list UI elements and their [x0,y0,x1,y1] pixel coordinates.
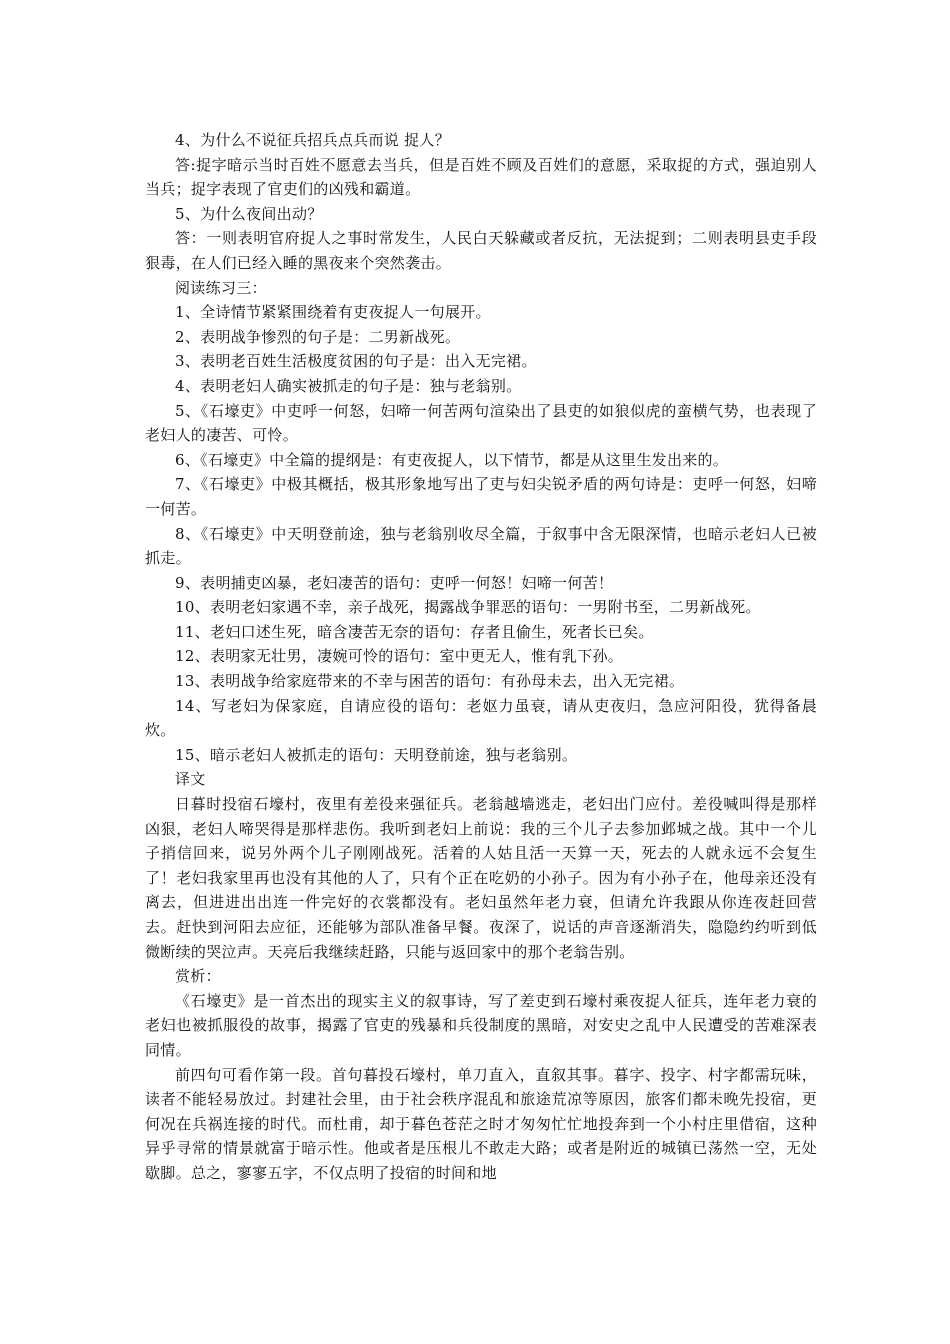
document-page [145,128,817,1186]
answer-5: 答：一则表明官府捉人之事时常发生，人民白天躲藏或者反抗，无法捉到；二则表明县吏手段狠毒，在人们已经入睡的黑夜来个突然袭击。 [145,229,817,272]
exercise-item: 11、老妇口述生死，暗含凄苦无奈的语句：存者且偷生，死者长已矣。 [175,622,654,641]
exercise-item: 15、暗示老妇人被抓走的语句：天明登前途，独与老翁别。 [175,745,578,764]
exercise-item: 2、表明战争惨烈的句子是：二男新战死。 [175,327,461,346]
exercise-item: 9、表明捕吏凶暴，老妇凄苦的语句：吏呼一何怒！妇啼一何苦！ [175,573,614,592]
exercise-item: 5、《石壕吏》中吏呼一何怒，妇啼一何苦两句渲染出了县吏的如狼似虎的蛮横气势，也表现了老妇人的凄苦、可怜。 [145,401,817,445]
exercise-item: 13、表明战争给家庭带来的不幸与困苦的语句：有孙母未去，出入无完裙。 [175,672,685,691]
exercise-item: 1、全诗情节紧紧围绕着有吏夜捉人一句展开。 [175,303,491,322]
translation-title: 译文 [175,770,206,789]
appreciation-paragraph-1: 《石壕吏》是一首杰出的现实主义的叙事诗，写了差吏到石壕村乘夜捉人征兵，连年老力衰的老妇也被抓服役的故事，揭露了官吏的残暴和兵役制度的黑暗，对安史之乱中人民遭受的苦难深表同情。 [145,991,817,1059]
exercise-item: 7、《石壕吏》中极其概括，极其形象地写出了吏与妇尖锐矛盾的两句诗是：吏呼一何怒，妇啼一何苦。 [145,475,817,518]
exercise-3-title: 阅读练习三： [175,278,267,297]
question-5: 5、为什么夜间出动？ [175,204,323,223]
appreciation-title: 赏析： [175,967,221,986]
exercise-item: 8、《石壕吏》中天明登前途，独与老翁别收尽全篇，于叙事中含无限深情，也暗示老妇人已被抓走。 [145,524,817,568]
exercise-item: 14、写老妇为保家庭，自请应役的语句：老妪力虽衰，请从吏夜归，急应河阳役，犹得备晨炊。 [145,696,817,740]
translation-body: 日暮时投宿石壕村，夜里有差役来强征兵。老翁越墙逃走，老妇出门应付。差役喊叫得是那样凶狠，老妇人啼哭得是那样悲伤。我听到老妇上前说：我的三个儿子去参加邺城之战。其中一个儿子捎信回来，说另外两个儿子刚刚战死。活着的人姑且活一天算一天，死去的人就永远不会复生了！老妇我家里再也没有其他的人了，只有个正在吃奶的小孙子。因为有小孙子在，他母亲还没有离去，但进进出出连一件完好的衣裳都没有。老妇虽然年老力衰，但请允许我跟从你连夜赶回营去。赶快到河阳去应征，还能够为部队准备早餐。夜深了，说话的声音逐渐消失，隐隐约约听到低微断续的哭泣声。天亮后我继续赶路，只能与返回家中的那个老翁告别。 [145,795,817,961]
question-4: 4、为什么不说征兵招兵点兵而说 捉人？ [175,131,451,149]
answer-4: 答:捉字暗示当时百姓不愿意去当兵，但是百姓不顾及百姓们的意愿，采取捉的方式，强迫别人当兵；捉字表现了官吏们的凶残和霸道。 [145,155,817,199]
appreciation-paragraph-2: 前四句可看作第一段。首句暮投石壕村，单刀直入，直叙其事。暮字、投字、村字都需玩味，读者不能轻易放过。封建社会里，由于社会秩序混乱和旅途荒凉等原因，旅客们都未晚先投宿，更何况在兵祸连接的时代。而杜甫，却于暮色苍茫之时才匆匆忙忙地投奔到一个小村庄里借宿，这种异乎寻常的情景就富于暗示性。他或者是压根儿不敢走大路；或者是附近的城镇已荡然一空，无处歇脚。总之，寥寥五字，不仅点明了投宿的时间和地 [145,1065,817,1182]
exercise-item: 10、表明老妇家遇不幸，亲子战死，揭露战争罪恶的语句：一男附书至，二男新战死。 [175,598,761,617]
exercise-item: 4、表明老妇人确实被抓走的句子是：独与老翁别。 [175,376,522,395]
exercise-item: 6、《石壕吏》中全篇的提纲是：有吏夜捉人，以下情节，都是从这里生发出来的。 [175,450,729,469]
exercise-item: 3、表明老百姓生活极度贫困的句子是：出入无完裙。 [175,352,537,371]
exercise-item: 12、表明家无壮男，凄婉可怜的语句：室中更无人，惟有乳下孙。 [175,647,624,666]
